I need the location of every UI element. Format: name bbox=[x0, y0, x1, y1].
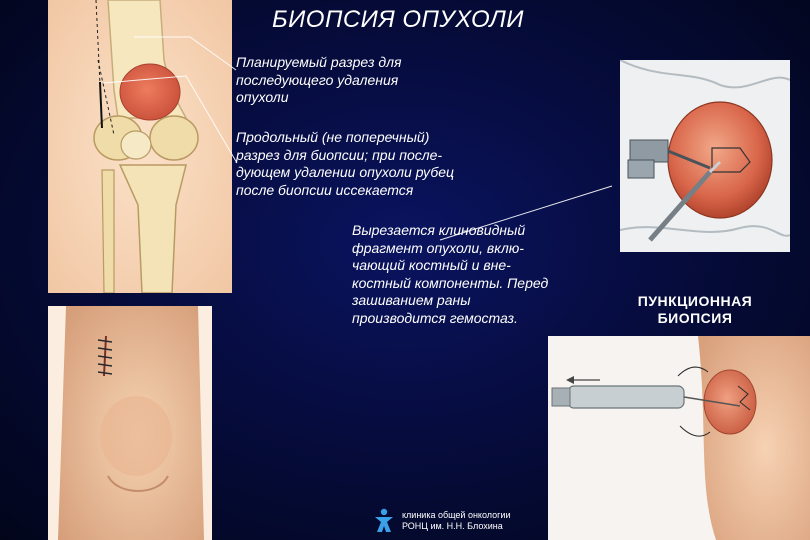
needle-biopsy-illustration bbox=[548, 336, 810, 540]
caption-wedge-fragment: Вырезается клиновидный фрагмент опухоли, вклю- чающий костный и вне- костный компоненты. Перед зашиванием раны производится гемостаз. bbox=[352, 222, 549, 326]
footer-line-1: клиника общей онкологии bbox=[402, 510, 511, 520]
sutured-knee-illustration bbox=[48, 306, 212, 540]
caption-longitudinal-incision: Продольный (не поперечный) разрез для биопсии; при после- дующем удалении опухоли рубец после биопсии иссекается bbox=[236, 129, 455, 198]
caption-planned-incision: Планируемый разрез для последующего удаления опухоли bbox=[236, 54, 402, 105]
puncture-biopsy-label: ПУНКЦИОННАЯ БИОПСИЯ bbox=[637, 293, 753, 326]
slide-title: БИОПСИЯ ОПУХОЛИ bbox=[272, 6, 524, 33]
tumor-wedge-excision-illustration bbox=[620, 60, 790, 252]
figure-logo-icon bbox=[372, 508, 396, 534]
institution-footer-text bbox=[402, 510, 562, 532]
knee-anatomy-illustration bbox=[48, 0, 232, 293]
footer-line-2: РОНЦ им. Н.Н. Блохина bbox=[402, 521, 503, 531]
